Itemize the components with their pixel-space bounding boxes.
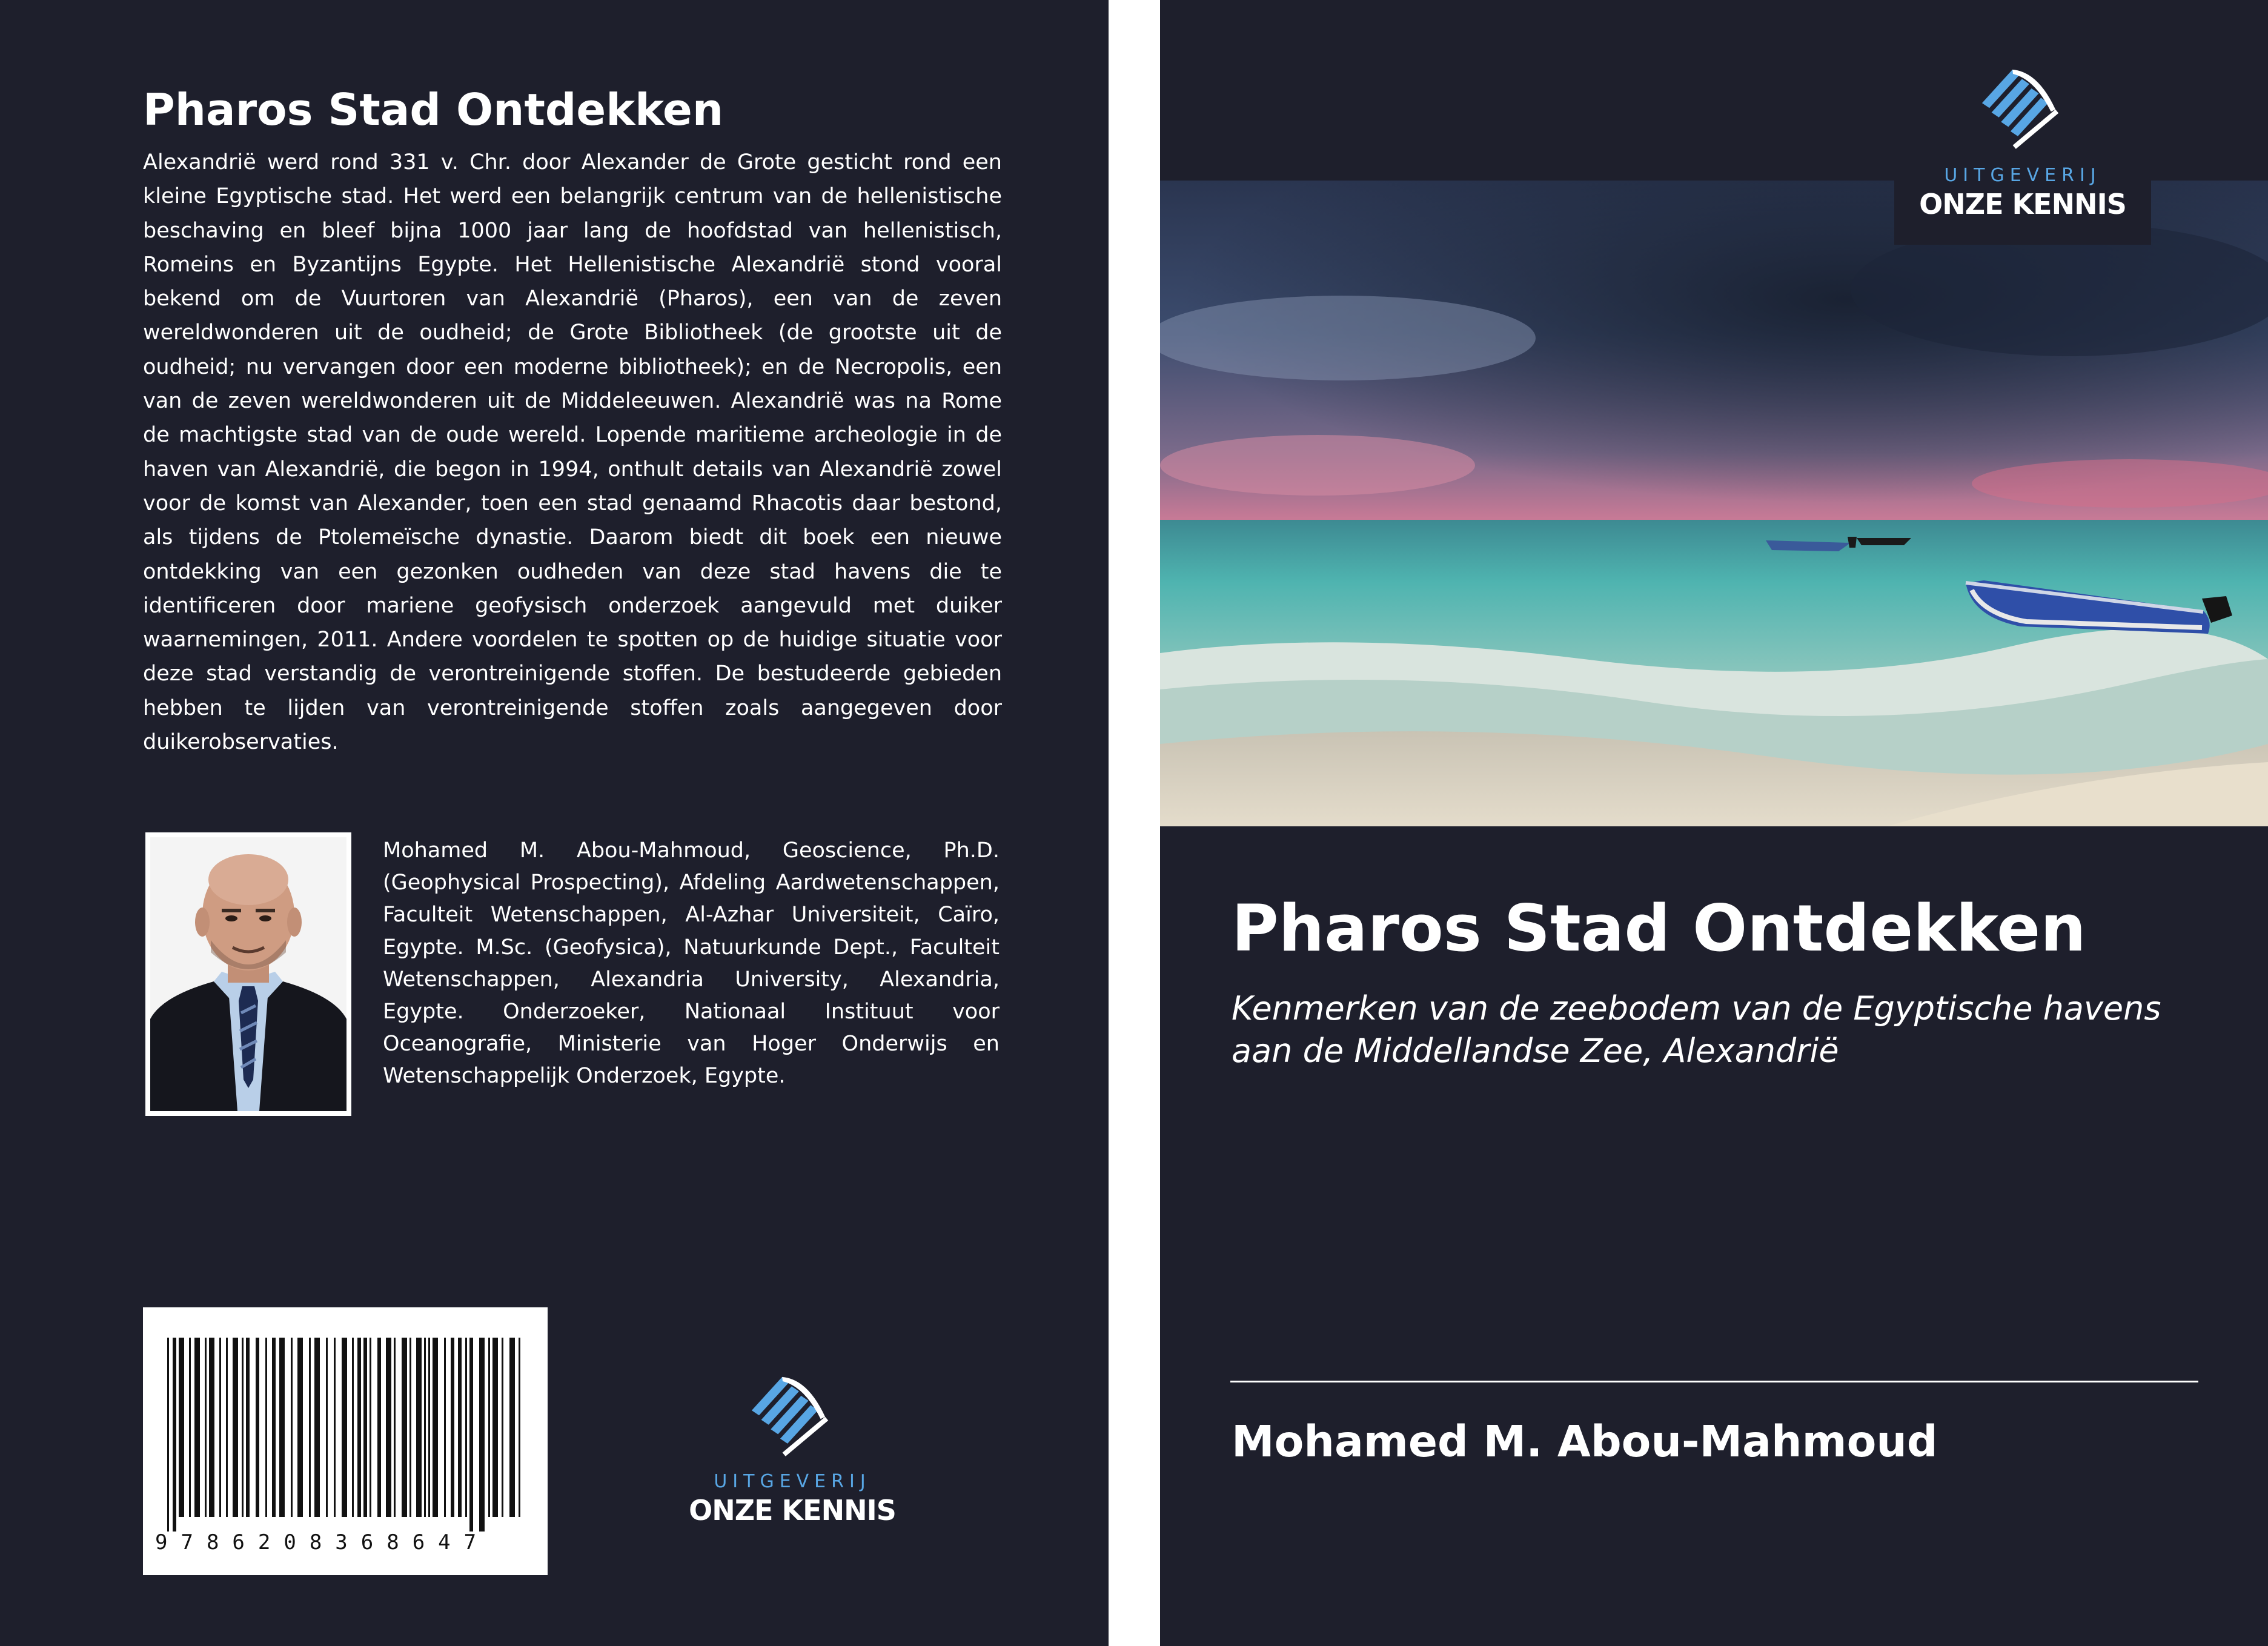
author-photo	[145, 832, 351, 1116]
author-bio: Mohamed M. Abou-Mahmoud, Geoscience, Ph.D. (Geophysical Prospecting), Afdeling Aardwetenschappen, Faculteit Wetenschappen, Al-Azhar Universiteit, Caïro, Egypte. M.Sc. (Geofysica), Natuurkunde Dept., Faculteit Wetenschappen, Alexandria University, Alexandria, Egypte. Onderzoeker, Nationaal Instituut voor Oceanografie, Ministerie van Hoger Onderwijs en Wetenschappelijk Onderzoek, Egypte.	[383, 838, 1000, 1089]
back-cover-title: Pharos Stad Ontdekken	[143, 84, 724, 135]
front-cover	[1160, 0, 2268, 1646]
isbn-barcode	[143, 1307, 548, 1575]
back-cover	[0, 0, 1109, 1646]
book-logo-icon	[744, 1359, 841, 1456]
publisher-badge-front	[1894, 0, 2151, 245]
front-cover-subtitle: Kenmerken van de zeebodem van de Egyptische havens aan de Middellandse Zee, Alexandrië	[1232, 989, 2161, 1070]
publisher-label-back: UITGEVERIJ	[714, 1471, 871, 1492]
beach-boats-photo	[1160, 181, 2268, 826]
barcode-bars	[143, 1307, 548, 1532]
publisher-label-front: UITGEVERIJ	[1944, 165, 2101, 186]
front-cover-title: Pharos Stad Ontdekken	[1232, 891, 2086, 966]
author-portrait-image	[150, 837, 346, 1111]
publisher-name-front: ONZE KENNIS	[1919, 188, 2126, 221]
book-logo-icon	[1974, 52, 2071, 149]
back-cover-blurb: Alexandrië werd rond 331 v. Chr. door Alexander de Grote gesticht rond een kleine Egyptische stad. Het werd een belangrijk centrum van de hellenistische beschaving en bleef bijna 1000 jaar lang de hoofdstad van hellenistisch, Romeins en Byzantijns Egypte. Het Hellenistische Alexandrië stond vooral bekend om de Vuurtoren van Alexandrië (Pharos), een van de zeven wereldwonderen uit de oudheid; de Grote Bibliotheek (de grootste uit de oudheid; nu vervangen door een moderne bibliotheek); en de Necropolis, een van de zeven wereldwonderen uit de Middeleeuwen. Alexandrië was na Rome de machtigste stad van de oude wereld. Lopende maritieme archeologie in de haven van Alexandrië, die begon in 1994, onthult details van Alexandrië zowel voor de komst van Alexander, toen een stad genaamd Rhacotis daar bestond, als tijdens de Ptolemeïsche dynastie. Daarom biedt dit boek een nieuwe ontdekking van een gezonken oudheden van deze stad havens die te identificeren door mariene geofysisch onderzoek aangevuld met duiker waarnemingen, 2011. Andere voordelen te spotten op de huidige situatie voor deze stad verstandig de verontreinigende stoffen. De bestudeerde gebieden hebben te lijden van verontreinigende stoffen zoals aangegeven door duikerobservaties.	[143, 150, 1002, 755]
front-cover-author: Mohamed M. Abou-Mahmoud	[1232, 1416, 1938, 1467]
publisher-logo-back	[683, 1355, 901, 1536]
title-divider	[1230, 1381, 2198, 1382]
publisher-name-back: ONZE KENNIS	[689, 1494, 896, 1527]
isbn-number: 9786208368647	[155, 1530, 490, 1555]
